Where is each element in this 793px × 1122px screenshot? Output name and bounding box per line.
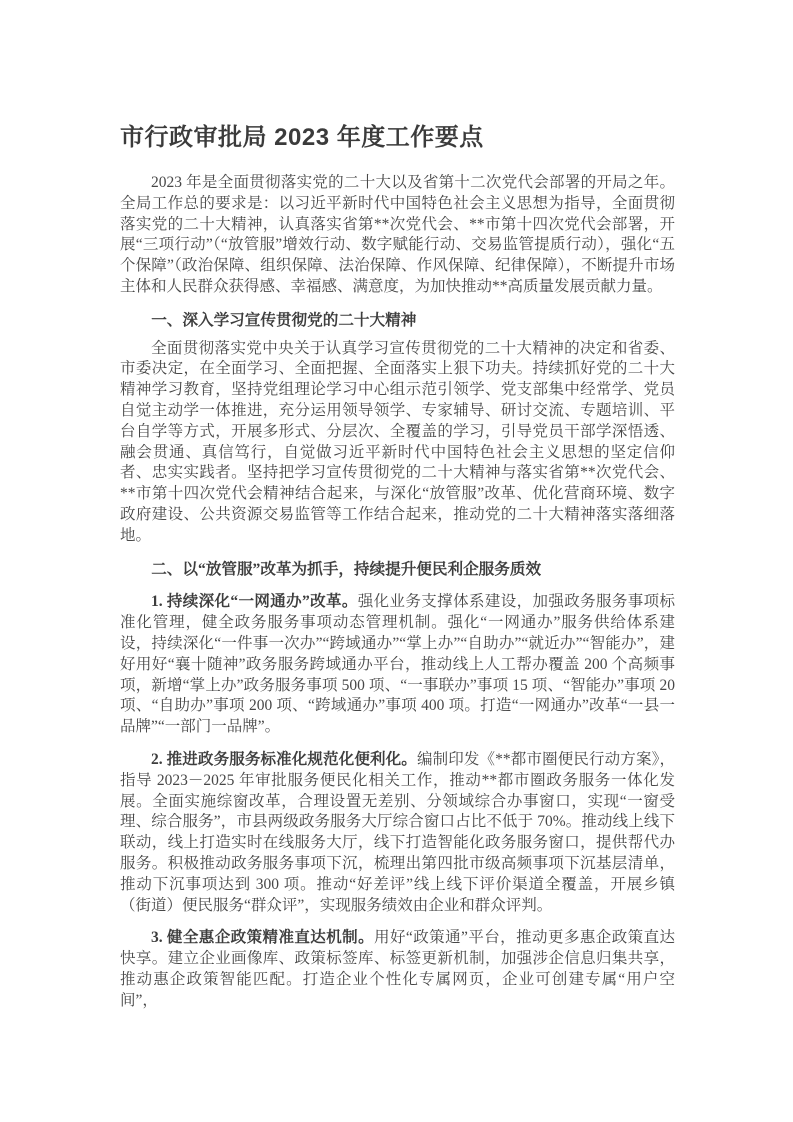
work-item-2 (120, 750, 675, 916)
work-item-3-body: 用好“政策通”平台，推动更多惠企政策直达快享。建立企业画像库、政策标签库、标签更新机制，加强涉企信息归集共享，推动惠企政策智能匹配。打造企业个性化专属网页，企业可创建专属“用户空间”， (120, 929, 675, 1009)
work-item-1-body: 强化业务支撑体系建设，加强政务服务事项标准化管理，健全政务服务事项动态管理机制。强化“一网通办”服务供给体系建设，持续深化“一件事一次办”“跨域通办”“掌上办”“自助办”“就近办”“智能办”，建好用好“襄十随神”政务服务跨域通办平台，推动线上人工帮办覆盖 200 个高频事项，新增“掌上办”政务服务事项 500 项、“一事联办”事项 15 项、“智能办”事项 20 项、“自助办”事项 200 项、“跨域通办”事项 400 项。打造“一网通办”改革“一县一品牌”“一部门一品牌”。 (120, 593, 675, 736)
section-1-heading: 一、深入学习宣传贯彻党的二十大精神 (151, 311, 417, 329)
section-2-heading: 二、以“放管服”改革为抓手，持续提升便民利企服务质效 (151, 560, 542, 578)
work-item-1 (120, 592, 675, 738)
intro-paragraph: 2023 年是全面贯彻落实党的二十大以及省第十二次党代会部署的开局之年。全局工作总的要求是：以习近平新时代中国特色社会主义思想为指导，全面贯彻落实党的二十大精神，认真落实省第**次党代会、**市第十四次党代会部署，开展“三项行动”（“放管服”增效行动、数字赋能行动、交易监管提质行动），强化“五个保障”（政治保障、组织保障、法治保障、作风保障、纪律保障），不断提升市场主体和人民群众获得感、幸福感、满意度，为加快推动**高质量发展贡献力量。 (120, 174, 675, 295)
document-title: 市行政审批局 2023 年度工作要点 (120, 124, 484, 151)
work-item-1-lead: 1. 持续深化“一网通办”改革。 (151, 593, 358, 611)
work-item-2-lead: 2. 推进政务服务标准化规范化便利化。 (151, 750, 417, 768)
section-1-paragraph: 全面贯彻落实党中央关于认真学习宣传贯彻党的二十大精神的决定和省委、市委决定，在全面学习、全面把握、全面落实上狠下功夫。持续抓好党的二十大精神学习教育，坚持党组理论学习中心组示范引领学、党支部集中经常学、党员自觉主动学一体推进，充分运用领导领学、专家辅导、研讨交流、专题培训、平台自学等方式，开展多形式、分层次、全覆盖的学习，引导党员干部学深悟透、融会贯通、真信笃行，自觉做习近平新时代中国特色社会主义思想的坚定信仰者、忠实实践者。坚持把学习宣传贯彻党的二十大精神与落实省第**次党代会、**市第十四次党代会精神结合起来，与深化“放管服”改革、优化营商环境、数字政府建设、公共资源交易监管等工作结合起来，推动党的二十大精神落实落细落地。 (120, 339, 675, 544)
work-item-2-body: 编制印发《**都市圈便民行动方案》，指导 2023－2025 年审批服务便民化相关工作，推动**都市圈政务服务一体化发展。全面实施综窗改革，合理设置无差别、分领域综合办事窗口，实现“一窗受理、综合服务”，市县两级政务服务大厅综合窗口占比不低于 70%。推动线上线下联动，线上打造实时在线服务大厅，线下打造智能化政务服务窗口，提供帮代办服务。积极推动政务服务事项下沉，梳理出第四批市级高频事项下沉基层清单，推动下沉事项达到 300 项。推动“好差评”线上线下评价渠道全覆盖，开展乡镇（街道）便民服务“群众评”，实现服务绩效由企业和群众评判。 (120, 750, 675, 914)
work-item-3-lead: 3. 健全惠企政策精准直达机制。 (151, 929, 375, 947)
work-item-3 (120, 928, 675, 1011)
